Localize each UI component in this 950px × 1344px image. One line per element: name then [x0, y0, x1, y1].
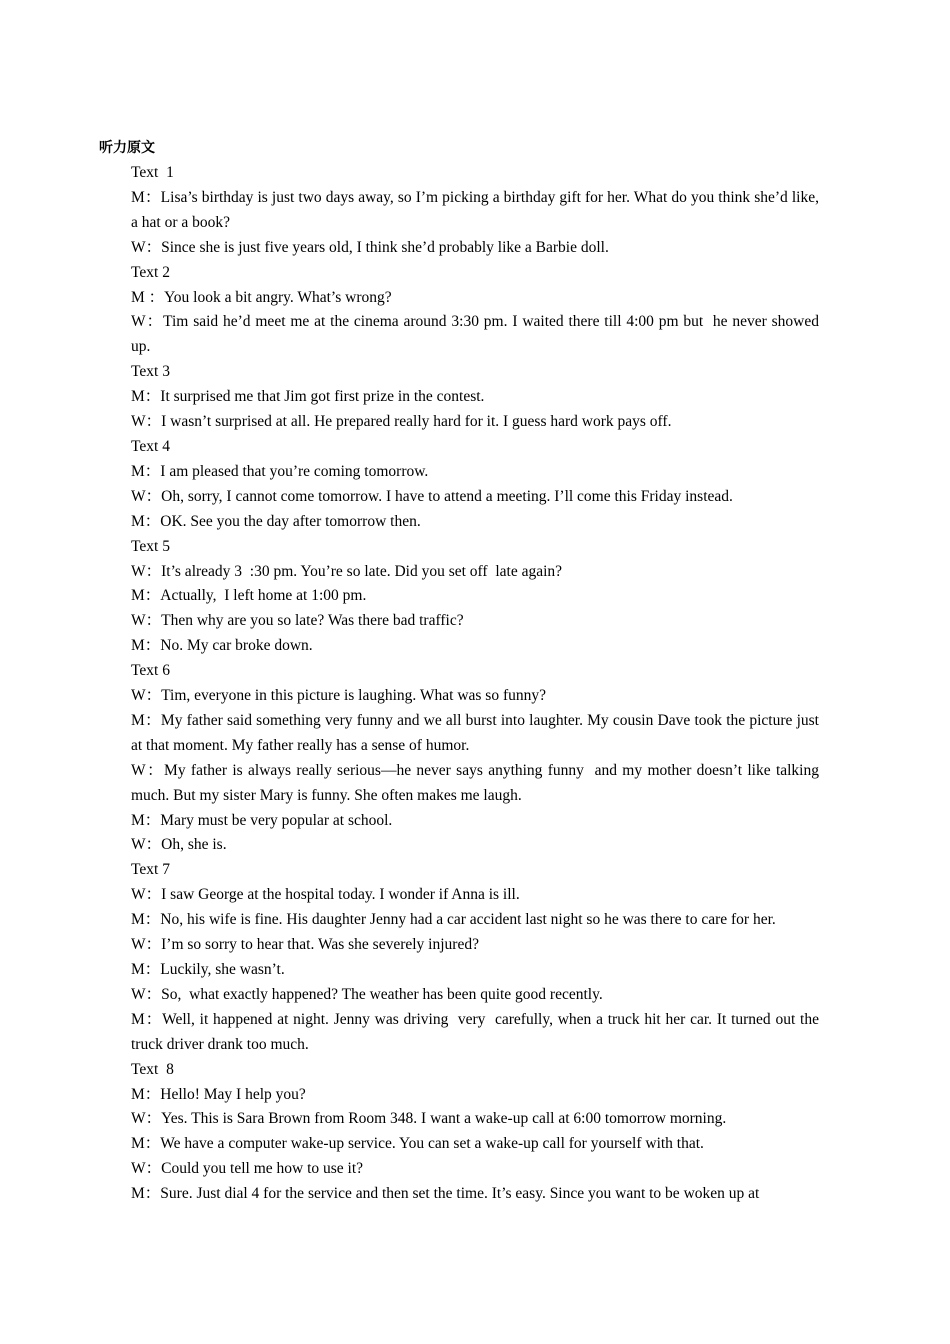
transcript-body [131, 161, 823, 1207]
text-section-title: Text 6 [131, 662, 170, 680]
text-section-title: Text 2 [131, 263, 170, 281]
text-section-title: Text 8 [131, 1060, 174, 1078]
dialogue-line: W：So, what exactly happened? The weather has been quite good recently. [131, 985, 603, 1003]
dialogue-line: W：Tim, everyone in this picture is laughing. What was so funny? [131, 687, 546, 705]
dialogue-line: M：OK. See you the day after tomorrow then. [131, 512, 421, 530]
page-heading: 听力原文 [99, 140, 155, 156]
dialogue-line: M：Lisa’s birthday is just two days away, so I’m picking a birthday gift for her. What do you think she’d like, a hat or a book? [131, 188, 823, 231]
text-section-title: Text 5 [131, 537, 170, 555]
text-section-title: Text 7 [131, 861, 170, 879]
text-section-title: Text 1 [131, 164, 174, 181]
dialogue-line: M：Sure. Just dial 4 for the service and then set the time. It’s easy. Since you want to be woken up at [131, 1185, 760, 1203]
dialogue-line: W：I wasn’t surprised at all. He prepared really hard for it. I guess hard work pays off. [131, 413, 672, 431]
dialogue-line: W：Yes. This is Sara Brown from Room 348. I want a wake-up call at 6:00 tomorrow morning. [131, 1110, 727, 1128]
dialogue-line: M：No. My car broke down. [131, 637, 313, 655]
dialogue-line: W：I’m so sorry to hear that. Was she severely injured? [131, 936, 479, 954]
text-section-title: Text 3 [131, 363, 170, 381]
dialogue-line: W：Oh, sorry, I cannot come tomorrow. I have to attend a meeting. I’ll come this Friday instead. [131, 487, 733, 505]
dialogue-line: M：It surprised me that Jim got first prize in the contest. [131, 388, 485, 406]
dialogue-line: M：My father said something very funny and we all burst into laughter. My cousin Dave took the picture just at that moment. My father really has a sense of humor. [131, 711, 823, 754]
dialogue-line: W：It’s already 3 :30 pm. You’re so late. Did you set off late again? [131, 562, 563, 580]
dialogue-line: M：No, his wife is fine. His daughter Jenny had a car accident last night so he was there to care for her. [131, 911, 776, 929]
dialogue-line: M ：You look a bit angry. What’s wrong? [131, 288, 392, 306]
dialogue-line: M：Hello! May I help you? [131, 1085, 306, 1103]
dialogue-line: W：My father is always really serious—he never says anything funny and my mother doesn’t like talking much. But my sister Mary is funny. She often makes me laugh. [131, 761, 823, 804]
dialogue-line: M：We have a computer wake-up service. You can set a wake-up call for yourself with that. [131, 1135, 704, 1153]
dialogue-line: M：Mary must be very popular at school. [131, 811, 393, 829]
text-section-title: Text 4 [131, 437, 170, 455]
dialogue-line: W：I saw George at the hospital today. I wonder if Anna is ill. [131, 886, 520, 904]
dialogue-line: W：Could you tell me how to use it? [131, 1160, 364, 1178]
dialogue-line: M：Well, it happened at night. Jenny was driving very carefully, when a truck hit her car. It turned out the truck driver drank too much. [131, 1010, 823, 1053]
dialogue-line: W：Then why are you so late? Was there bad traffic? [131, 612, 464, 630]
dialogue-line: W：Since she is just five years old, I think she’d probably like a Barbie doll. [131, 238, 609, 256]
dialogue-line: M：Actually, I left home at 1:00 pm. [131, 587, 367, 605]
dialogue-line: W：Tim said he’d meet me at the cinema around 3:30 pm. I waited there till 4:00 pm but he never showed up. [131, 313, 823, 356]
dialogue-line: M：I am pleased that you’re coming tomorrow. [131, 462, 429, 480]
dialogue-line: M：Luckily, she wasn’t. [131, 961, 285, 978]
dialogue-line: W：Oh, she is. [131, 836, 227, 854]
